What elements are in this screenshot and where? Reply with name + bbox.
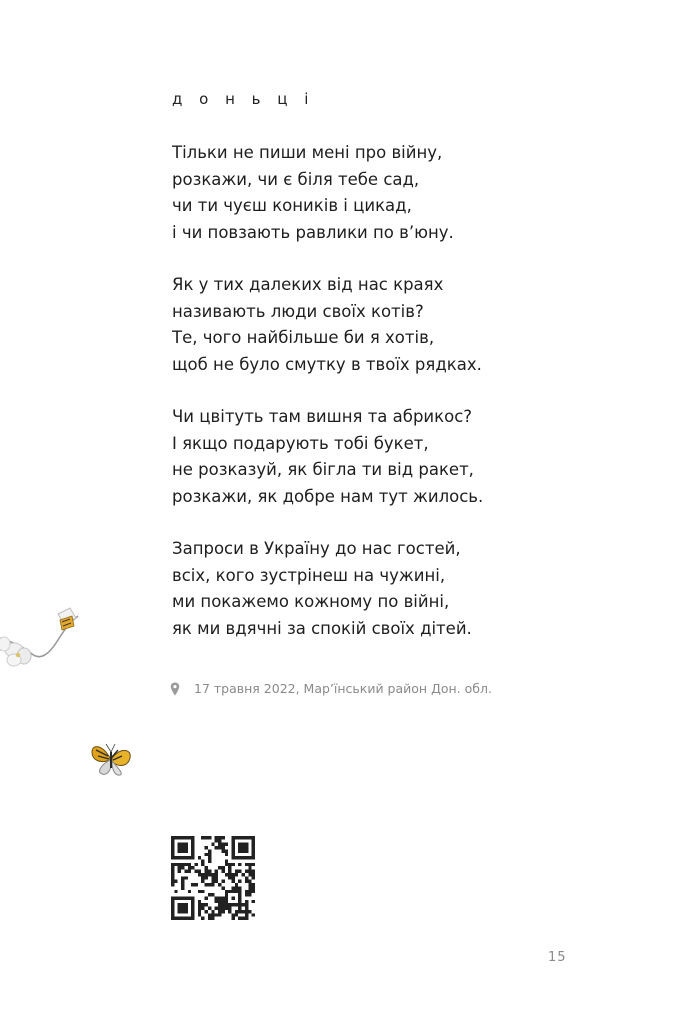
qr-code-icon[interactable] [171, 836, 255, 920]
stanza [172, 140, 612, 246]
blossom-icon [0, 637, 31, 666]
poem-line: розкажи, чи є біля тебе сад, [172, 169, 420, 189]
poem-line: чи ти чуєш коників і цикад, [172, 196, 412, 215]
stanza [172, 272, 612, 378]
poem-line: Тільки не пиши мені про війну, [172, 143, 443, 162]
page-number: 15 [548, 950, 567, 965]
poem-line: і чи повзають равлики по в’юну. [172, 222, 454, 242]
poem-line: як ми вдячні за спокій своїх дітей. [172, 618, 472, 638]
poem-line: щоб не було смутку в твоїх рядках. [172, 354, 482, 374]
poem-line: Те, чого найбільше би я хотів, [172, 328, 435, 347]
poem-line: всіх, кого зустрінеш на чужині, [172, 565, 446, 585]
poem-line: розкажи, як добре нам тут жилось. [172, 486, 484, 506]
poem-line: ми покажемо кожному по війні, [172, 592, 450, 611]
location-pin-icon [170, 682, 180, 696]
poem-line: називають люди своїх котів? [172, 301, 424, 321]
poem-body [172, 140, 612, 668]
stanza [172, 536, 612, 642]
butterfly-illustration [88, 738, 134, 778]
small-butterfly-icon [58, 608, 76, 630]
poem-title: д о н ь ц і [172, 90, 315, 108]
poem-line: не розказуй, як бігла ти від ракет, [172, 460, 474, 479]
poem-line: Запроси в Україну до нас гостей, [172, 539, 461, 558]
blossom-branch-illustration [0, 598, 86, 682]
stanza [172, 404, 612, 510]
poem-line: Як у тих далеких від нас краях [172, 275, 444, 294]
poem-line: Чи цвітуть там вишня та абрикос? [172, 407, 473, 426]
place-date-text: 17 травня 2022, Мар’їнський район Дон. обл. [194, 681, 492, 696]
place-and-date [170, 681, 492, 696]
poem-line: І якщо подарують тобі букет, [172, 433, 429, 453]
